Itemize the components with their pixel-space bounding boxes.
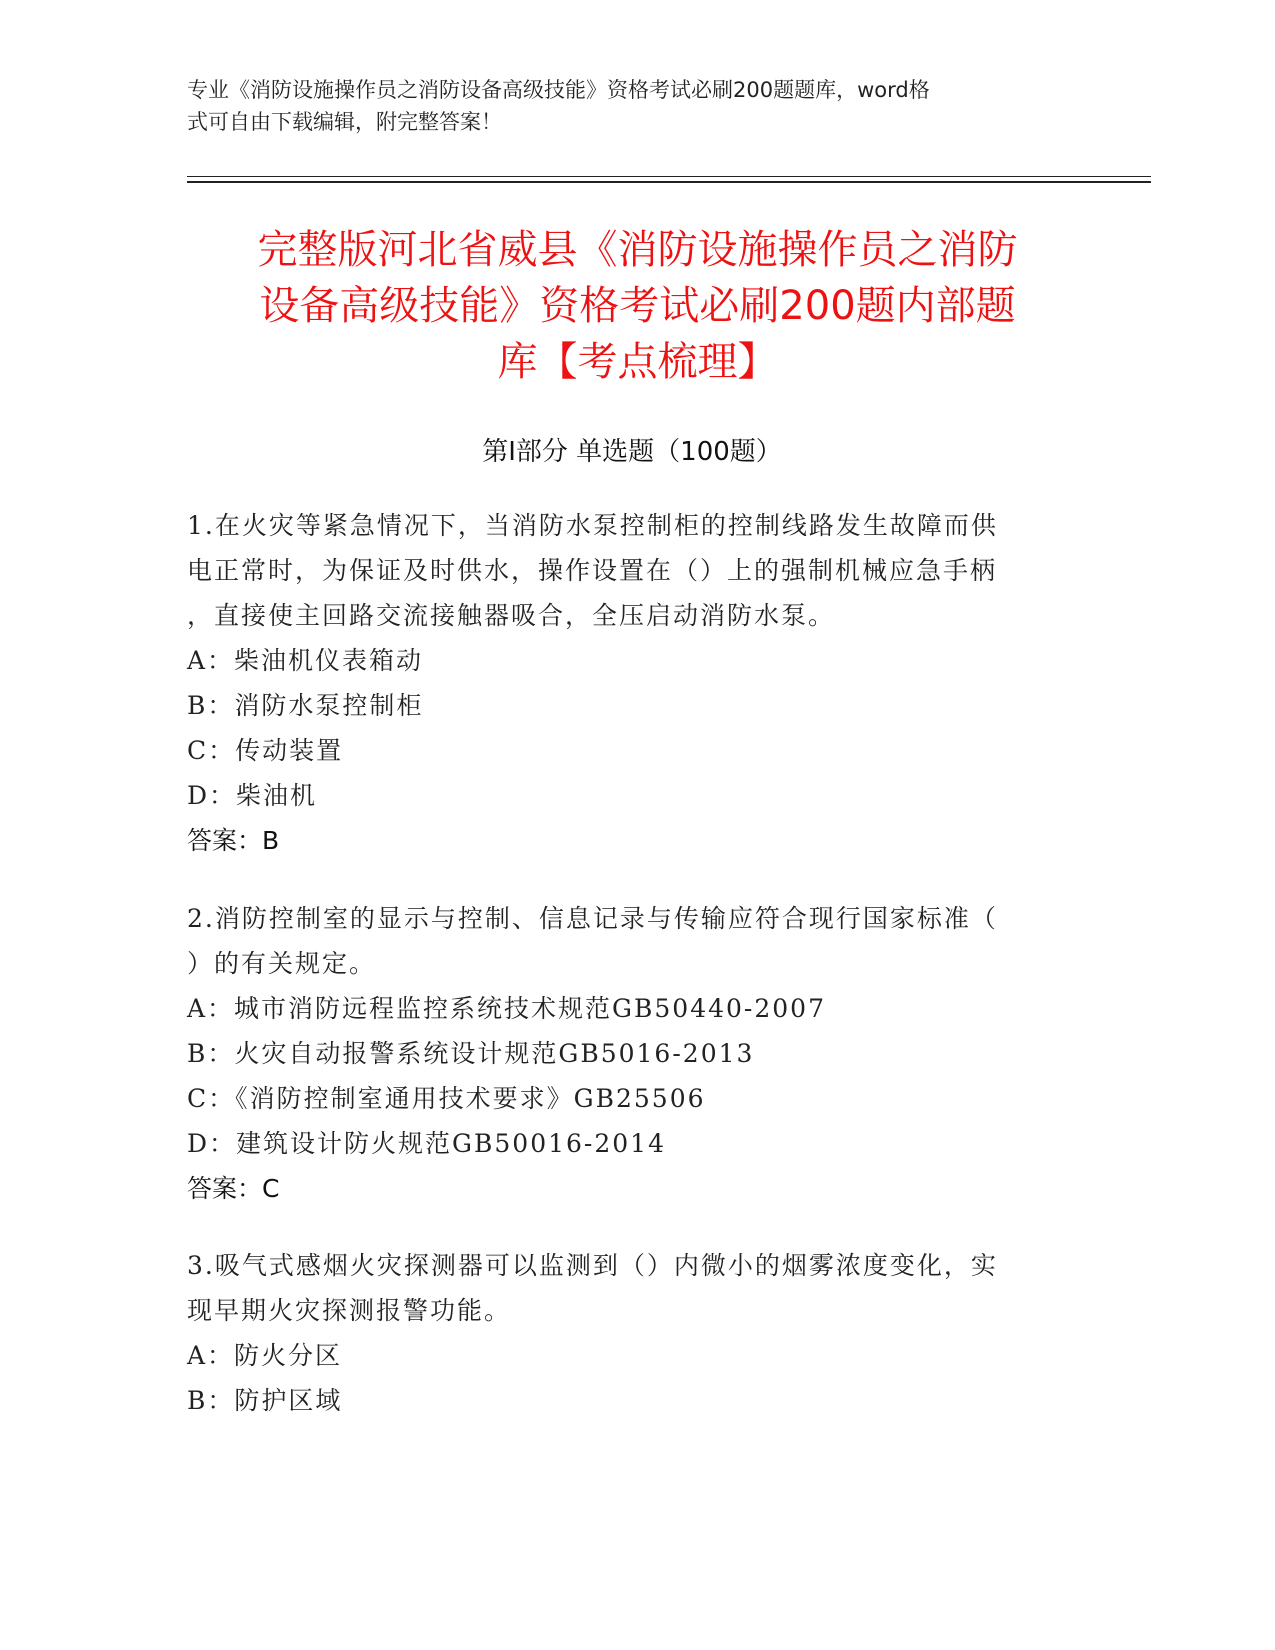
question-stem-line: 电正常时，为保证及时供水，操作设置在（）上的强制机械应急手柄 (187, 556, 998, 585)
question-2 (187, 896, 1067, 1211)
option-a: A：城市消防远程监控系统技术规范GB50440-2007 (187, 994, 826, 1023)
option-d: D：柴油机 (187, 781, 318, 810)
document-title (160, 222, 1115, 390)
option-d: D：建筑设计防火规范GB50016-2014 (187, 1129, 666, 1158)
question-stem-line: ）的有关规定。 (187, 949, 377, 978)
question-stem-line: 3.吸气式感烟火灾探测器可以监测到（）内微小的烟雾浓度变化，实 (187, 1251, 998, 1280)
option-a: A：柴油机仪表箱动 (187, 646, 424, 675)
option-c: C：《消防控制室通用技术要求》GB25506 (187, 1084, 706, 1113)
question-stem-line: 2.消防控制室的显示与控制、信息记录与传输应符合现行国家标准（ (187, 904, 998, 933)
question-3 (187, 1243, 1067, 1423)
document-title-line-1: 完整版河北省威县《消防设施操作员之消防 (257, 227, 1018, 273)
question-1 (187, 503, 1067, 863)
header-rule-thick (187, 181, 1151, 183)
question-stem-line: 现早期火灾探测报警功能。 (187, 1296, 512, 1325)
option-a: A：防火分区 (187, 1341, 343, 1370)
header-rule-thin (187, 176, 1151, 177)
option-b: B：消防水泵控制柜 (187, 691, 424, 720)
option-b: B：火灾自动报警系统设计规范GB5016-2013 (187, 1039, 755, 1068)
question-stem-line: ，直接使主回路交流接触器吸合，全压启动消防水泵。 (187, 601, 836, 630)
header-note-line-1: 专业《消防设施操作员之消防设备高级技能》资格考试必刷200题题库，word格 (187, 78, 930, 102)
option-c: C：传动装置 (187, 736, 344, 765)
question-stem-line: 1.在火灾等紧急情况下，当消防水泵控制柜的控制线路发生故障而供 (187, 511, 998, 540)
document-title-line-3: 库【考点梳理】 (497, 339, 778, 385)
header-note (187, 74, 1077, 138)
answer: 答案：B (187, 826, 280, 855)
section-title: 第Ⅰ部分 单选题（100题） (482, 437, 782, 467)
answer: 答案：C (187, 1174, 280, 1203)
header-note-line-2: 式可自由下载编辑，附完整答案！ (187, 110, 502, 134)
option-b: B：防护区域 (187, 1386, 343, 1415)
document-title-line-2: 设备高级技能》资格考试必刷200题内部题 (259, 283, 1016, 329)
